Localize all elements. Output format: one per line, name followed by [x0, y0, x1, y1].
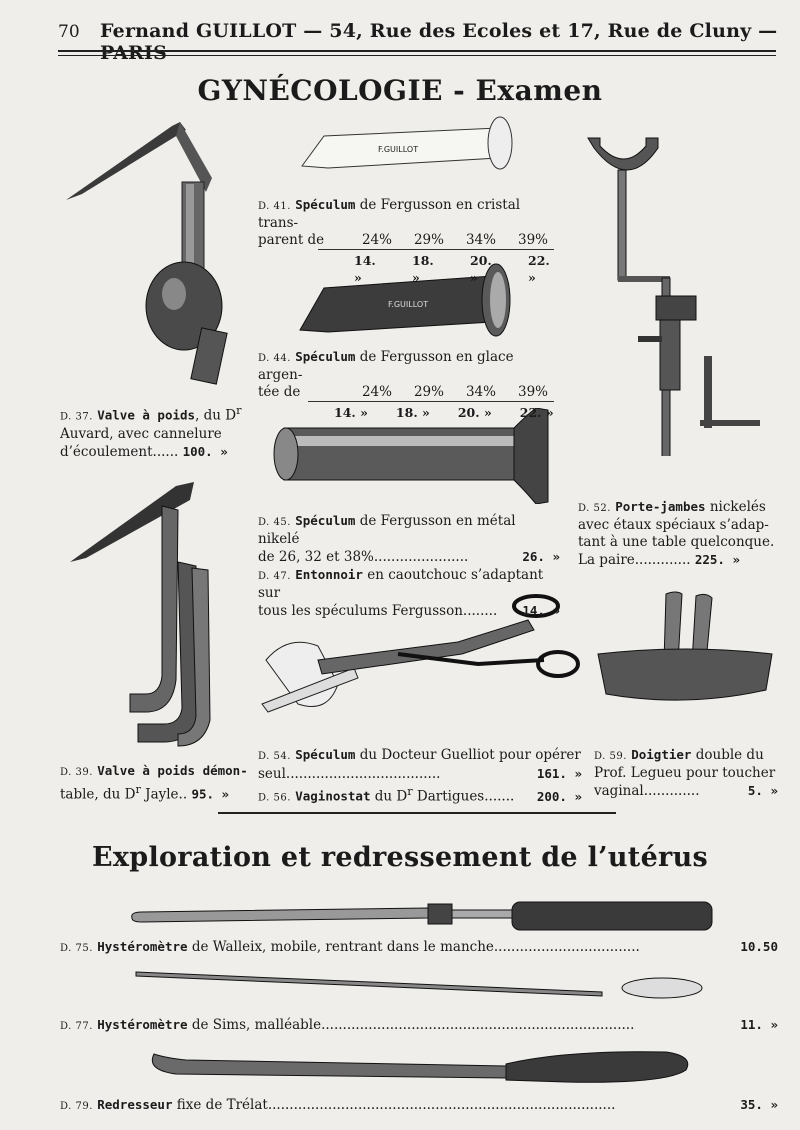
item-code: D. 52. [578, 503, 611, 514]
size-value: 29% [413, 384, 444, 400]
item-name: Vaginostat [295, 788, 371, 804]
size-value: 24% [361, 384, 392, 400]
item-code: D. 75. [60, 943, 93, 954]
superscript: r [236, 404, 242, 417]
demountable-valve-illustration [66, 480, 226, 750]
item-code: D. 77. [60, 1021, 93, 1032]
item-text-b: Dartigues....... [412, 788, 515, 805]
item-price: 95. » [191, 786, 230, 802]
price-value: 14. » [354, 253, 376, 285]
size-value: 39% [517, 384, 548, 400]
item-text-3: vaginal............. [594, 783, 700, 799]
price-list [354, 252, 558, 286]
caption-d75 [60, 938, 778, 957]
item-name: Valve à poids [97, 407, 196, 423]
item-price: 5. » [747, 783, 778, 798]
item-text: table, du D [60, 786, 136, 803]
item-code: D. 79. [60, 1101, 93, 1112]
price-rule [308, 401, 554, 402]
caption-d45 [258, 512, 560, 620]
size-value: 24% [361, 232, 392, 248]
item-text-3: d’écoulement...... [60, 443, 179, 460]
item-text: de Fergusson en métal nikelé [258, 513, 516, 547]
caption-d39 [60, 762, 250, 804]
item-price: 26. » [522, 549, 560, 564]
item-text-2: tée de [258, 384, 301, 400]
section-separator [218, 812, 616, 814]
caption-d54 [258, 746, 582, 807]
superscript: r [135, 783, 141, 796]
item-text: , du D [195, 407, 237, 424]
item-text: de Sims, malléable......................................................................... [187, 1017, 635, 1033]
item-code: D. 37. [60, 411, 93, 423]
item-text-3: tant à une table quelconque. [578, 534, 775, 550]
size-value: 39% [517, 232, 548, 248]
price-list [334, 404, 558, 421]
hysterometer-sims-illustration [132, 966, 704, 1000]
weighted-valve-illustration [62, 118, 242, 388]
item-text: du Docteur Guelliot pour opérer [355, 747, 581, 763]
caption-d59 [594, 746, 778, 800]
item-price: 200. » [536, 788, 582, 804]
size-value: 34% [465, 232, 496, 248]
header-rule-thin [58, 55, 776, 56]
item-price: 11. » [740, 1017, 778, 1032]
page-header-title: Fernand GUILLOT — 54, Rue des Ecoles et 17, Rue de Cluny — PARIS [100, 20, 778, 64]
item-name: Spéculum [295, 747, 356, 762]
speculum-brand-label: F.GUILLOT [378, 145, 419, 154]
item-code: D. 44. [258, 353, 291, 364]
item-name: Redresseur [97, 1097, 173, 1112]
item-code: D. 41. [258, 201, 291, 212]
item-text-2: avec étaux spéciaux s’adap- [578, 517, 769, 533]
speculum-illustration-metal [266, 408, 550, 504]
item-code: D. 39. [60, 767, 93, 778]
size-value: 34% [465, 384, 496, 400]
redresseur-illustration [146, 1044, 694, 1090]
item-text: double du [691, 747, 764, 763]
item-name: Porte-jambes [615, 499, 706, 514]
item-code: D. 54. [258, 751, 291, 762]
price-rule [318, 249, 554, 250]
item-name: Valve à poids démon- [97, 763, 248, 778]
item-text-2: Auvard, avec cannelure [60, 425, 222, 442]
item-price: 161. » [536, 766, 582, 781]
section-title-uterus: Exploration et redressement de l’utérus [91, 842, 709, 873]
page-number: 70 [58, 22, 80, 42]
price-value: 20. » [457, 405, 492, 420]
item-name: Spéculum [295, 513, 356, 528]
item-name: Hystéromètre [97, 1017, 188, 1032]
item-name: Doigtier [631, 747, 692, 762]
price-value: 18. » [412, 253, 434, 285]
item-text-b: Jayle.. [140, 786, 188, 803]
item-code: D. 47. [258, 571, 291, 582]
caption-d37 [60, 402, 250, 461]
item-price: 10.50 [740, 939, 778, 954]
item-text: du D [370, 788, 408, 805]
superscript: r [407, 785, 413, 798]
item-price: 225. » [694, 552, 740, 567]
hysterometer-walleix-illustration [128, 896, 714, 936]
item-name: Spéculum [295, 349, 356, 364]
price-value: 22. » [519, 405, 554, 420]
speculum-brand-label-2: F.GUILLOT [388, 300, 429, 309]
size-list [362, 384, 548, 401]
item-text-2: de 26, 32 et 38%...................... [258, 549, 469, 565]
item-name: Hystéromètre [97, 939, 188, 954]
item-text-2: seul.................................... [258, 766, 441, 782]
item-code: D. 59. [594, 751, 627, 762]
speculum-illustration-crystal [298, 114, 518, 180]
caption-d79 [60, 1096, 778, 1115]
price-value: 22. » [528, 253, 550, 285]
item-name: Spéculum [295, 197, 356, 212]
leg-holder-illustration [584, 126, 774, 456]
item-text: fixe de Trélat................................................................................. [172, 1097, 616, 1113]
item-text: en caoutchouc s’adaptant sur [258, 567, 544, 601]
caption-d41 [258, 196, 558, 286]
item-text: nickelés [705, 499, 766, 515]
header-rule [58, 50, 776, 52]
item-code: D. 45. [258, 517, 291, 528]
price-value: 20. » [470, 253, 492, 285]
item-code: D. 56. [258, 792, 291, 804]
caption-d52 [578, 498, 778, 569]
price-value: 14. » [334, 405, 368, 420]
caption-d44 [258, 348, 558, 421]
caption-d77 [60, 1016, 778, 1035]
section-title-gynecologie: GYNÉCOLOGIE - Examen [197, 74, 603, 107]
size-list [362, 232, 548, 249]
item-text-2: parent de [258, 232, 325, 248]
item-text-2: Prof. Legueu pour toucher [594, 765, 776, 781]
item-text: de Walleix, mobile, rentrant dans le manche.................................. [187, 939, 640, 955]
size-value: 29% [413, 232, 444, 248]
item-text: de Fergusson en cristal trans- [258, 197, 521, 231]
finger-cot-illustration [596, 590, 776, 708]
item-price: 100. » [182, 443, 228, 459]
item-name: Entonnoir [295, 567, 363, 582]
item-text-4: La paire............. [578, 552, 691, 568]
item-price: 14. » [522, 603, 560, 618]
item-text-2: tous les spéculums Fergusson........ [258, 603, 498, 619]
price-value: 18. » [395, 405, 430, 420]
item-price: 35. » [740, 1097, 778, 1112]
item-text: de Fergusson en glace argen- [258, 349, 514, 383]
